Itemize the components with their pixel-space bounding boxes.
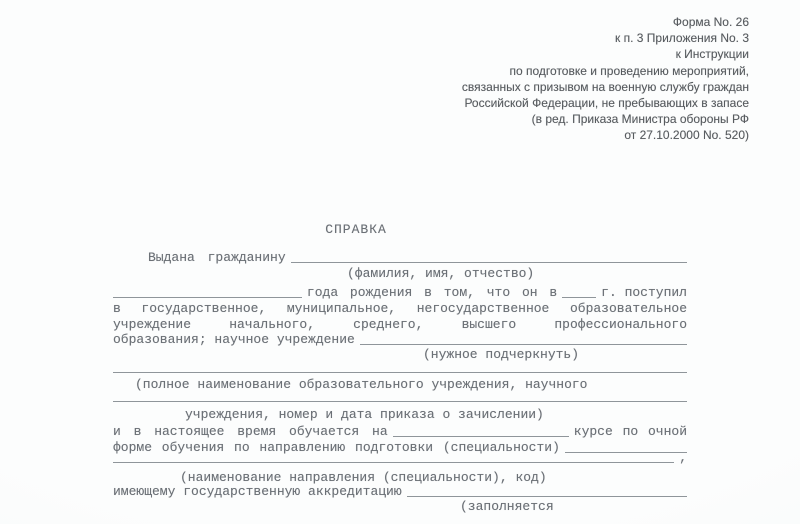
line-underline-caption xyxy=(113,347,687,362)
birth-text: года рождения в том, что он в xyxy=(306,285,558,300)
header-line: Российской Федерации, не пребывающих в запасе xyxy=(464,96,749,111)
underline-needed-caption: (нужное подчеркнуть) xyxy=(423,347,580,362)
blank-scientific-institution-line xyxy=(360,344,687,345)
line-order-caption xyxy=(113,407,687,422)
scientific-institution-label: образования; научное учреждение xyxy=(113,332,355,347)
line-specialty-continued xyxy=(113,450,687,465)
form-reference-block xyxy=(462,14,749,144)
issued-to-label: Выдана гражданину xyxy=(148,250,286,265)
line-institution-name-caption xyxy=(113,377,687,392)
specialty-caption: (наименование направления (специальности), код) xyxy=(180,470,547,485)
blank-course-line xyxy=(393,436,569,437)
study-text-1: и в настоящее время обучается на xyxy=(113,424,388,439)
enrolled-text: г. поступил xyxy=(601,285,687,300)
blank-birth-year-line xyxy=(113,297,302,298)
blank-order-line xyxy=(113,401,687,402)
blank-specialty-line-2 xyxy=(113,462,674,463)
line-issued-to xyxy=(113,250,687,265)
study-text-2: курсе по очной xyxy=(573,424,687,439)
line-name-caption xyxy=(113,266,687,281)
order-caption: учреждения, номер и дата приказа о зачислении) xyxy=(185,407,544,422)
name-caption: (фамилия, имя, отчество) xyxy=(347,266,535,281)
institution-name-caption: (полное наименование образовательного учреждения, научного xyxy=(135,377,588,392)
form-number: Форма No. 26 xyxy=(672,15,749,29)
document-title: СПРАВКА xyxy=(325,222,387,237)
line-current-study xyxy=(113,424,687,439)
line-scientific-institution xyxy=(113,332,687,347)
header-line: (в ред. Приказа Министра обороны РФ xyxy=(531,112,749,127)
line-institution-types: в государственное, муниципальное, негосударственное образовательное xyxy=(113,301,687,316)
header-line: по подготовке и проведению мероприятий, xyxy=(509,63,749,78)
line-footer-caption xyxy=(113,499,687,514)
header-line: связанных с призывом на военную службу граждан xyxy=(461,79,749,94)
blank-enroll-year-line xyxy=(562,297,596,298)
header-line: от 27.10.2000 No. 520) xyxy=(624,128,749,143)
line-birth-year xyxy=(113,285,687,300)
comma-mark: , xyxy=(679,450,687,465)
line-accreditation xyxy=(113,484,687,499)
blank-accreditation-line xyxy=(407,496,687,497)
header-line: к Инструкции xyxy=(675,47,749,62)
blank-institution-name-line xyxy=(113,372,687,373)
accreditation-label: имеющему государственную аккредитацию xyxy=(113,484,402,499)
line-specialty-caption xyxy=(113,470,687,485)
line-education-levels: учреждение начального, среднего, высшего профессионального xyxy=(113,317,687,332)
header-line: к п. 3 Приложения No. 3 xyxy=(615,31,749,46)
blank-full-name-line xyxy=(291,262,687,263)
study-text-3: форме обучения по направлению подготовки (специальности) xyxy=(113,440,560,455)
filled-in-caption: (заполняется xyxy=(460,499,554,514)
